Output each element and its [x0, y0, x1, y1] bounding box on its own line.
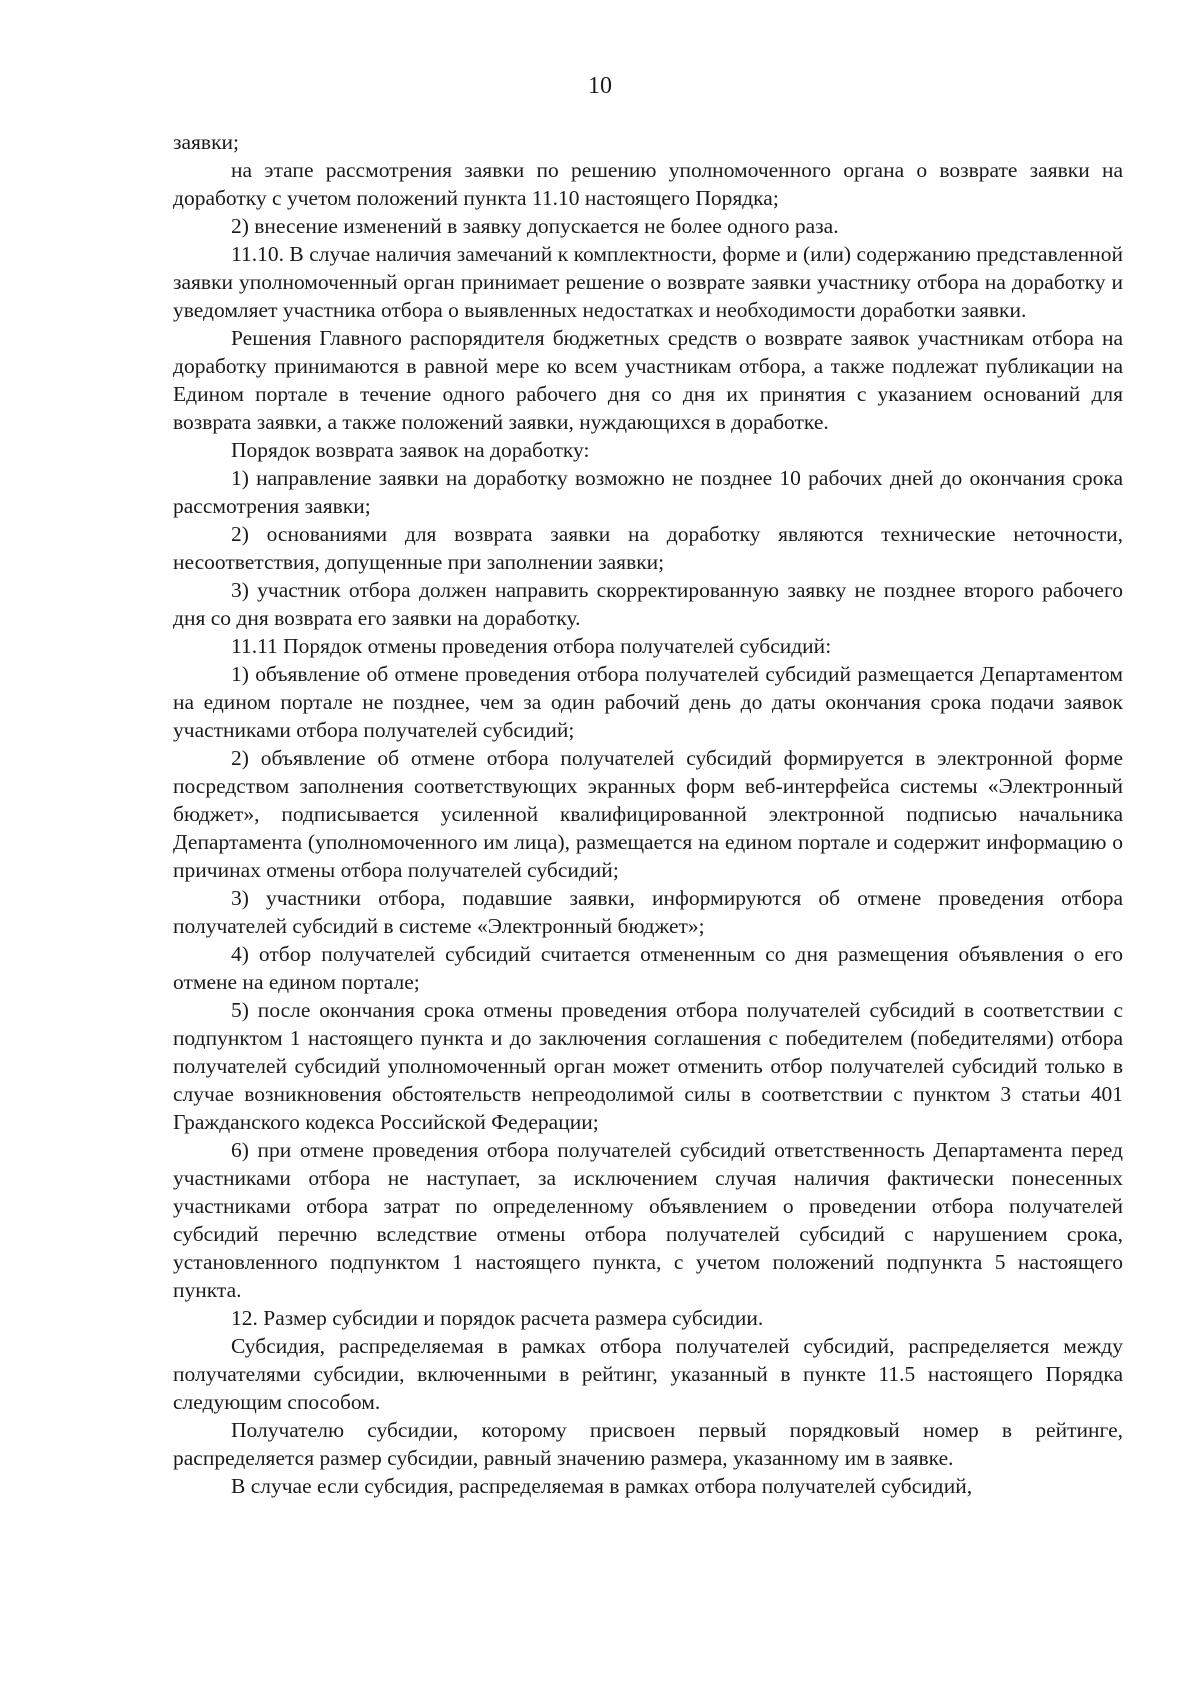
paragraph: Субсидия, распределяемая в рамках отбора получателей субсидий, распределяется между получателями субсидии, включенными в рейтинг, указанный в пункте 11.5 настоящего Порядка следующим способом. — [173, 1334, 1123, 1414]
paragraph: 5) после окончания срока отмены проведения отбора получателей субсидий в соответствии с подпунктом 1 настоящего пункта и до заключения соглашения с победителем (победителями) отбора получателей субсидий уполномоченный орган может отменить отбор получателей субсидий только в случае возникновения обстоятельств непреодолимой силы в соответствии с пунктом 3 статьи 401 Гражданского кодекса Российской Федерации; — [173, 998, 1123, 1134]
paragraph: 2) объявление об отмене отбора получателей субсидий формируется в электронной форме посредством заполнения соответствующих экранных форм веб-интерфейса системы «Электронный бюджет», подписывается усиленной квалифицированной электронной подписью начальника Департамента (уполномоченного им лица), размещается на едином портале и содержит информацию о причинах отмены отбора получателей субсидий; — [173, 746, 1123, 882]
paragraph: В случае если субсидия, распределяемая в рамках отбора получателей субсидий, — [231, 1474, 973, 1498]
paragraph: Получателю субсидии, которому присвоен первый порядковый номер в рейтинге, распределяется размер субсидии, равный значению размера, указанному им в заявке. — [173, 1418, 1123, 1470]
paragraph: 6) при отмене проведения отбора получателей субсидий ответственность Департамента перед участниками отбора не наступает, за исключением случая наличия фактически понесенных участниками отбора затрат по определенному объявлением о проведении отбора получателей субсидий перечню вследствие отмены отбора получателей субсидий с нарушением срока, установленного подпунктом 1 настоящего пункта, с учетом положений подпункта 5 настоящего пункта. — [173, 1138, 1123, 1302]
paragraph: 11.10. В случае наличия замечаний к комплектности, форме и (или) содержанию представленной заявки уполномоченный орган принимает решение о возврате заявки участнику отбора на доработку и уведомляет участника отбора о выявленных недостатках и необходимости доработки заявки. — [173, 242, 1123, 322]
paragraph: 11.11 Порядок отмены проведения отбора получателей субсидий: — [231, 634, 832, 658]
paragraph: 3) участники отбора, подавшие заявки, информируются об отмене проведения отбора получателей субсидий в системе «Электронный бюджет»; — [173, 886, 1123, 938]
paragraph: 1) направление заявки на доработку возможно не позднее 10 рабочих дней до окончания срока рассмотрения заявки; — [173, 466, 1123, 518]
paragraph: Решения Главного распорядителя бюджетных средств о возврате заявок участникам отбора на доработку принимаются в равной мере ко всем участникам отбора, а также подлежат публикации на Едином портале в течение одного рабочего дня со дня их принятия с указанием оснований для возврата заявки, а также положений заявки, нуждающихся в доработке. — [173, 326, 1123, 434]
paragraph: Порядок возврата заявок на доработку: — [231, 438, 590, 462]
paragraph: заявки; — [173, 130, 240, 154]
paragraph: 2) внесение изменений в заявку допускается не более одного раза. — [231, 214, 839, 238]
paragraph: 2) основаниями для возврата заявки на доработку являются технические неточности, несоответствия, допущенные при заполнении заявки; — [173, 522, 1123, 574]
page-number: 10 — [588, 73, 612, 99]
paragraph: 1) объявление об отмене проведения отбора получателей субсидий размещается Департаментом на едином портале не позднее, чем за один рабочий день до даты окончания срока подачи заявок участниками отбора получателей субсидий; — [173, 662, 1123, 742]
document-body — [173, 128, 1123, 1500]
paragraph: на этапе рассмотрения заявки по решению уполномоченного органа о возврате заявки на доработку с учетом положений пункта 11.10 настоящего Порядка; — [173, 158, 1123, 210]
paragraph: 12. Размер субсидии и порядок расчета размера субсидии. — [231, 1306, 764, 1330]
paragraph: 3) участник отбора должен направить скорректированную заявку не позднее второго рабочего дня со дня возврата его заявки на доработку. — [173, 578, 1123, 630]
paragraph: 4) отбор получателей субсидий считается отмененным со дня размещения объявления о его отмене на едином портале; — [173, 942, 1123, 994]
